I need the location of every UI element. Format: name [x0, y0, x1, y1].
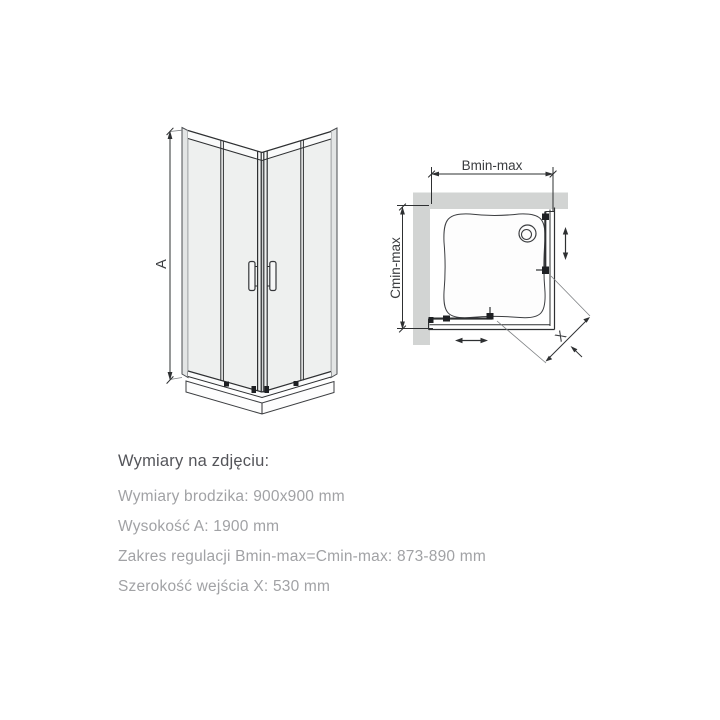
dimension-height-A: [154, 128, 182, 384]
height-label: A: [154, 259, 171, 269]
tray-outline-plan: [444, 214, 545, 318]
slide-arrow-horizontal: [455, 338, 488, 343]
spec-line-adjustment-range: Zakres regulacji Bmin-max=Cmin-max: 873-890 mm: [118, 548, 486, 565]
dimension-specs: [118, 452, 486, 602]
top-plan-view: [388, 158, 590, 363]
left-wall-profile: [182, 128, 188, 378]
width-label: Bmin-max: [461, 158, 523, 173]
front-3d-view: [154, 128, 337, 415]
left-wall: [413, 193, 430, 346]
spec-line-tray-size: Wymiary brodzika: 900x900 mm: [118, 488, 345, 505]
slide-arrow-vertical: [563, 227, 568, 260]
specs-heading: Wymiary na zdjęciu:: [118, 452, 270, 470]
spec-line-entry-width: Szerokość wejścia X: 530 mm: [118, 578, 331, 595]
entry-label: X: [552, 327, 570, 345]
depth-label: Cmin-max: [388, 237, 404, 299]
top-wall: [413, 193, 568, 210]
spec-line-height: Wysokość A: 1900 mm: [118, 518, 280, 535]
right-wall-profile: [331, 128, 337, 378]
entry-pointer-arrow: [571, 346, 583, 357]
